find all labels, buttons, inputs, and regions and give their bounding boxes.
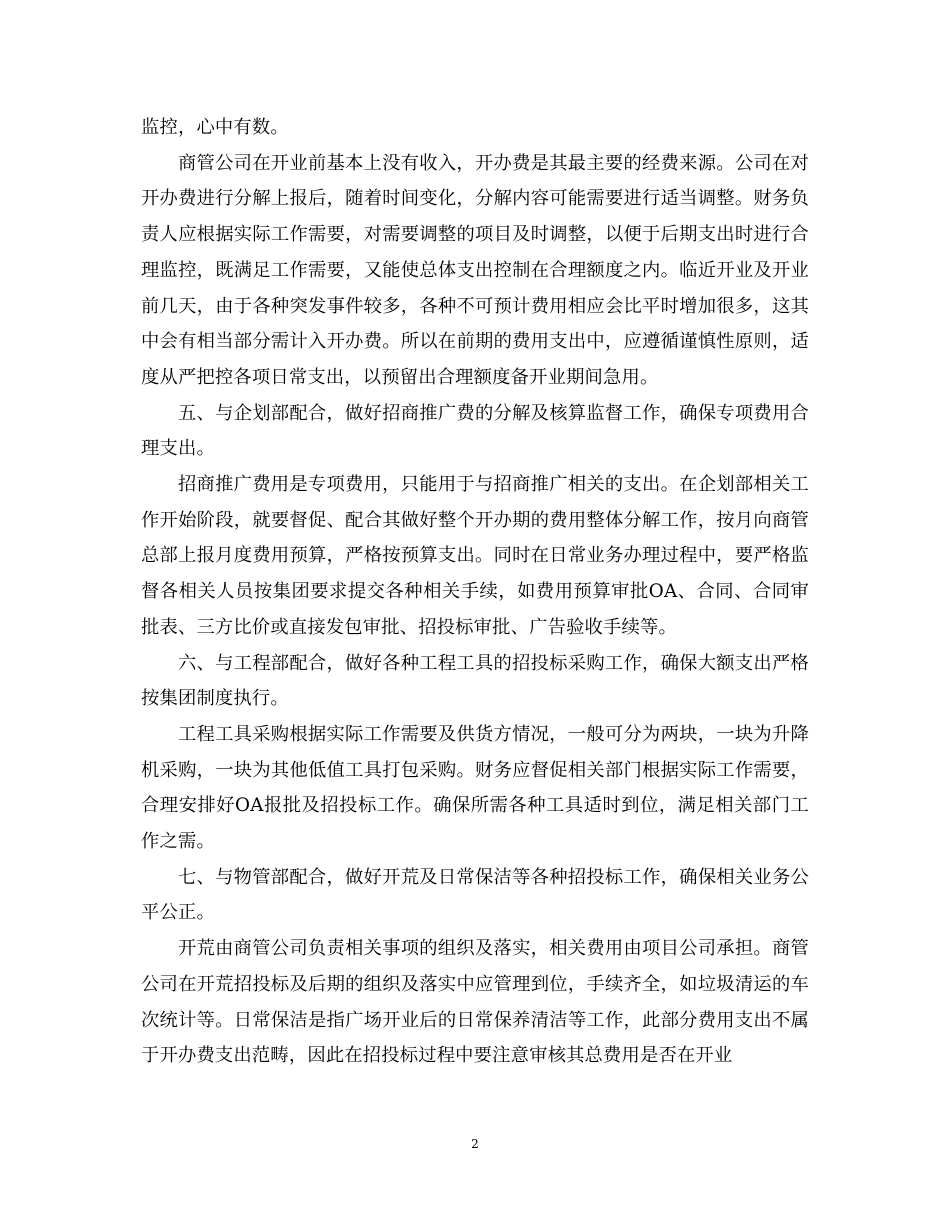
paragraph-opening-fee-management: 商管公司在开业前基本上没有收入，开办费是其最主要的经费来源。公司在对开办费进行分解上报后，随着时间变化，分解内容可能需要进行适当调整。财务负责人应根据实际工作需要，对需要调整的项目及时调整，以便于后期支出时进行合理监控，既满足工作需要，又能使总体支出控制在合理额度之内。临近开业及开业前几天，由于各种突发事件较多，各种不可预计费用相应会比平时增加很多，这其中会有相当部分需计入开办费。所以在前期的费用支出中，应遵循谨慎性原则，适度从严把控各项日常支出，以预留出合理额度备开业期间急用。 [141,152,809,388]
paragraph-cleaning-tender: 开荒由商管公司负责相关事项的组织及落实，相关费用由项目公司承担。商管公司在开荒招投标及后期的组织及落实中应管理到位，手续齐全，如垃圾清运的车次统计等。日常保洁是指广场开业后的日常保养清洁等工作，此部分费用支出不属于开办费支出范畴，因此在招投标过程中要注意审核其总费用是否在开业 [141,938,809,1067]
paragraph-promotion-fees: 招商推广费用是专项费用，只能用于与招商推广相关的支出。在企划部相关工作开始阶段，就要督促、配合其做好整个开办期的费用整体分解工作，按月向商管总部上报月度费用预算，严格按预算支出。同时在日常业务办理过程中，要严格监督各相关人员按集团要求提交各种相关手续，如费用预算审批OA、合同、合同审批表、三方比价或直接发包审批、招投标审批、广告验收手续等。 [141,474,809,638]
paragraph-tool-procurement: 工程工具采购根据实际工作需要及供货方情况，一般可分为两块，一块为升降机采购，一块为其他低值工具打包采购。财务应督促相关部门根据实际工作需要，合理安排好OA报批及招投标工作。确保所需各种工具适时到位，满足相关部门工作之需。 [141,723,809,853]
section-heading-five: 五、与企划部配合，做好招商推广费的分解及核算监督工作，确保专项费用合理支出。 [141,402,809,460]
section-heading-six: 六、与工程部配合，做好各种工程工具的招投标采购工作，确保大额支出严格按集团制度执行。 [141,652,809,710]
document-body [141,110,809,1074]
page-number: 2 [471,1137,479,1151]
paragraph-continuation: 监控，心中有数。 [141,117,289,138]
section-heading-seven: 七、与物管部配合，做好开荒及日常保洁等各种招投标工作，确保相关业务公平公正。 [141,866,809,924]
